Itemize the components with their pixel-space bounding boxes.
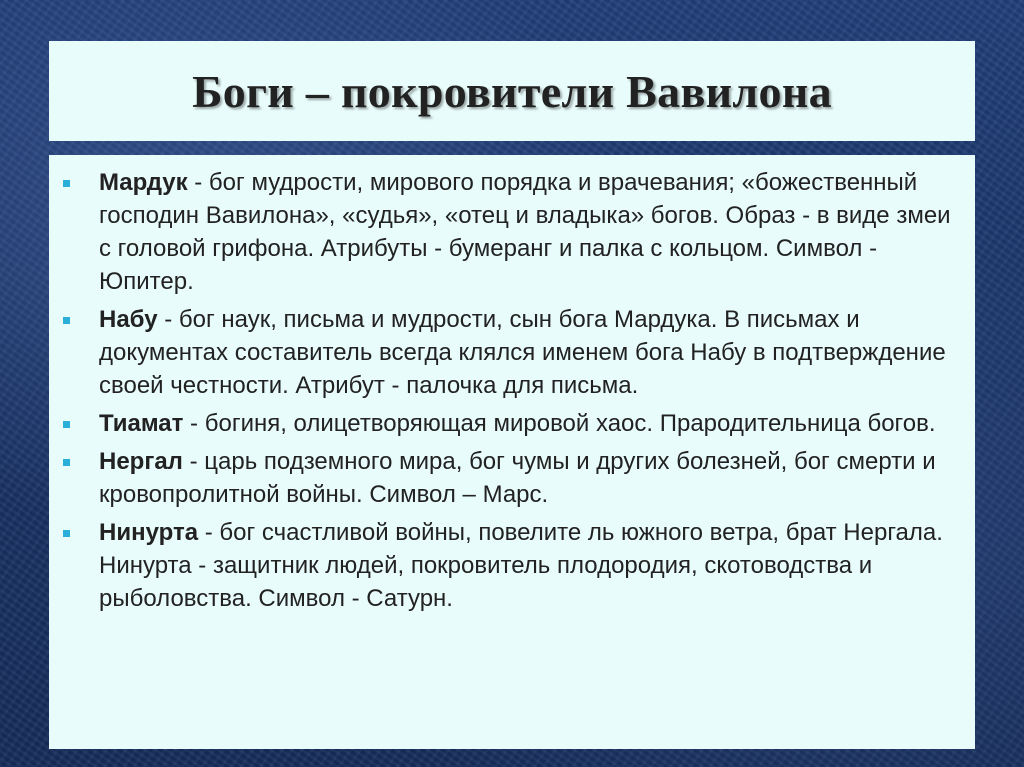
god-name: Нергал (99, 448, 183, 475)
list-item-nabu (63, 303, 951, 402)
god-name: Мардук (99, 169, 188, 196)
square-bullet-icon (63, 180, 70, 187)
list-item-ninurta (63, 516, 951, 615)
content-box (49, 155, 975, 749)
square-bullet-icon (63, 459, 70, 466)
square-bullet-icon (63, 421, 70, 428)
god-name: Набу (99, 306, 158, 333)
god-description: - бог наук, письма и мудрости, сын бога Мардука. В письмах и документах составитель всегда клялся именем бога Набу в подтверждение своей честности. Атрибут - палочка для письма. (99, 306, 946, 399)
slide-title: Боги – покровители Вавилона (192, 65, 832, 117)
title-box (49, 41, 975, 141)
god-description: - богиня, олицетворяющая мировой хаос. Прародительница богов. (183, 410, 936, 437)
god-description: - царь подземного мира, бог чумы и других болезней, бог смерти и кровопролитной войны. Символ – Марс. (99, 448, 936, 508)
square-bullet-icon (63, 317, 70, 324)
god-name: Нинурта (99, 519, 199, 546)
god-description: - бог мудрости, мирового порядка и врачевания; «божественный господин Вавилона», «судья», «отец и владыка» богов. Образ - в виде змеи с головой грифона. Атрибуты - бумеранг и палка с кольцом. Символ - Юпитер. (99, 169, 951, 295)
square-bullet-icon (63, 530, 70, 537)
list-item-nergal (63, 445, 951, 511)
list-item-tiamat (63, 407, 951, 440)
list-item-marduk (63, 166, 951, 298)
gods-list (63, 166, 951, 615)
god-name: Тиамат (99, 410, 184, 437)
god-description: - бог счастливой войны, повелите ль южного ветра, брат Нергала. Нинурта - защитник людей, покровитель плодородия, скотоводства и рыболовства. Символ - Сатурн. (99, 519, 943, 612)
